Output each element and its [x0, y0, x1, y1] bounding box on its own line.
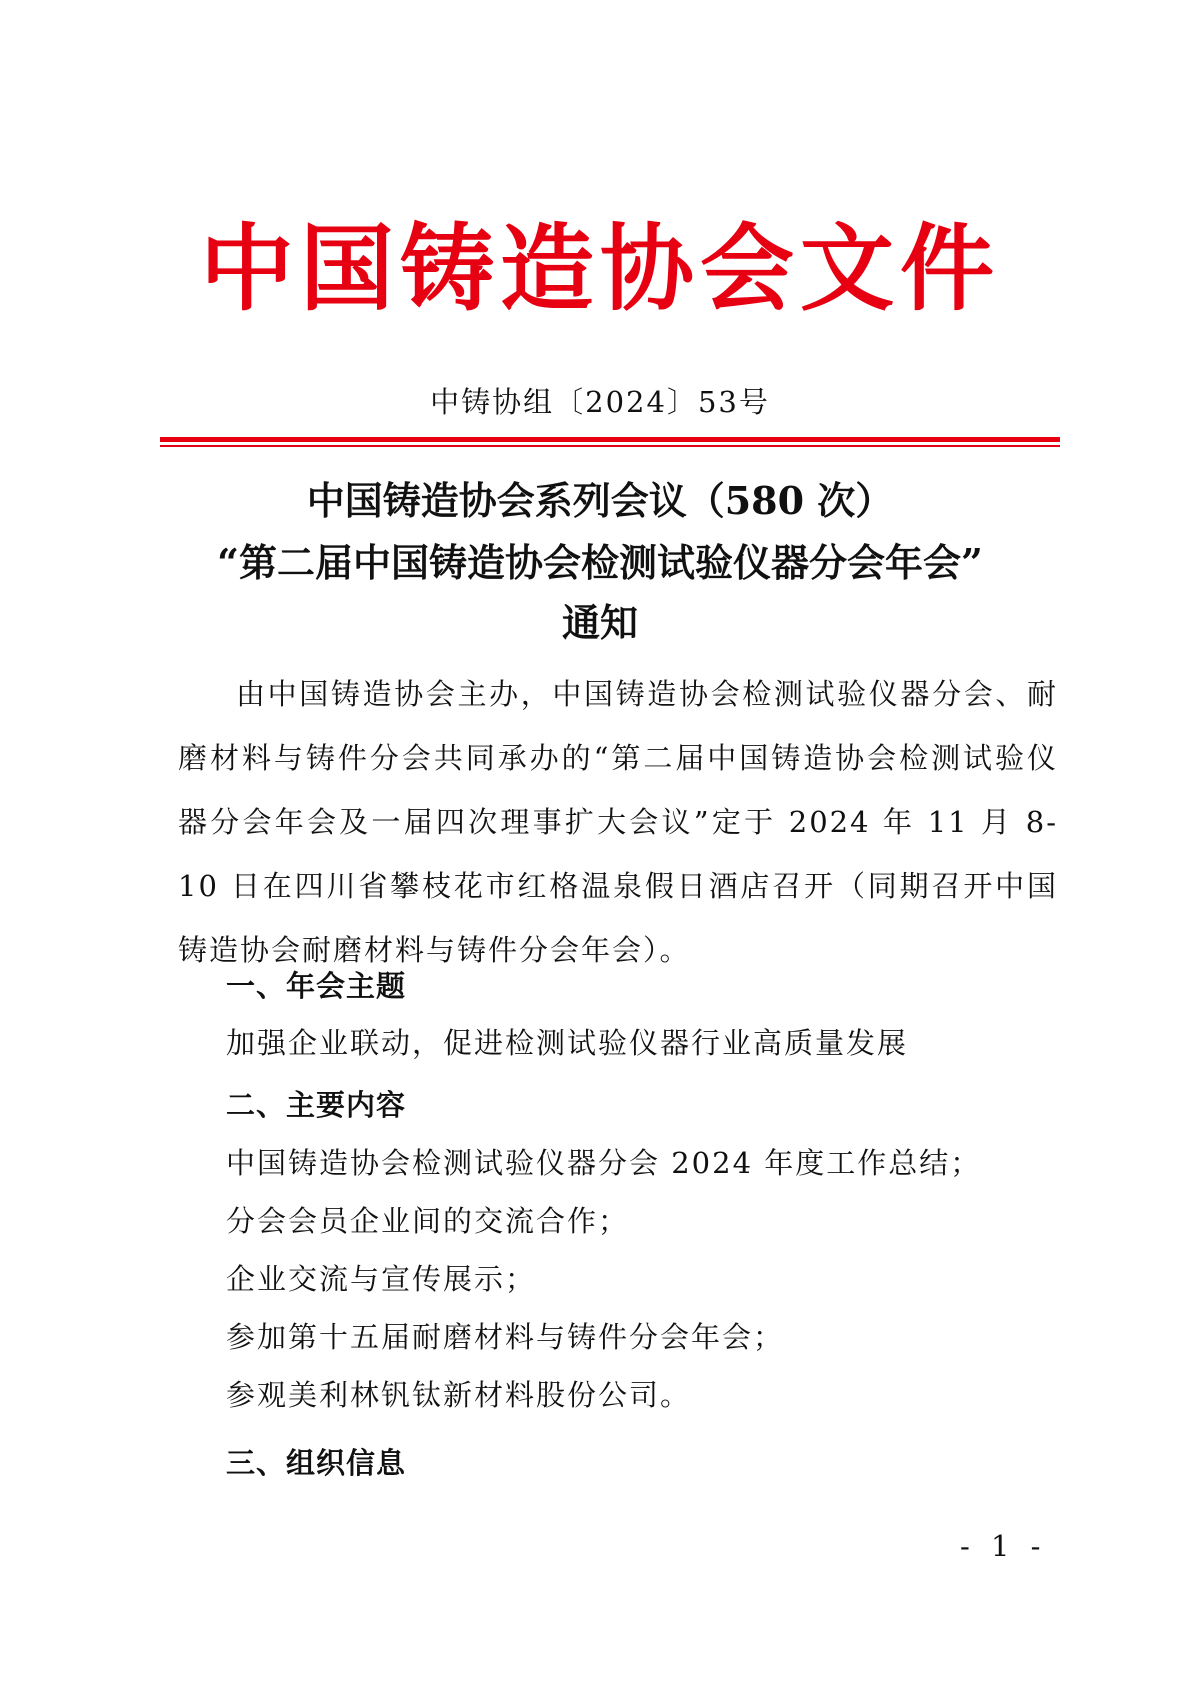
- content-item: 中国铸造协会检测试验仪器分会 2024 年度工作总结；: [226, 1146, 982, 1180]
- page-number: - 1 -: [960, 1529, 1047, 1563]
- masthead-title: 中国铸造协会文件: [199, 215, 1000, 324]
- content-item: 参加第十五届耐磨材料与铸件分会年会；: [226, 1320, 785, 1354]
- notice-title-line-2: “第二届中国铸造协会检测试验仪器分会年会”: [217, 540, 983, 585]
- section-heading-theme: 一、年会主题: [226, 969, 407, 1003]
- red-divider-thick: [160, 437, 1060, 442]
- content-item: 分会会员企业间的交流合作；: [226, 1204, 630, 1238]
- notice-title-line-3: 通知: [561, 600, 638, 645]
- theme-text: 加强企业联动，促进检测试验仪器行业高质量发展: [226, 1026, 909, 1060]
- document-number: 中铸协组〔2024〕53号: [430, 385, 770, 419]
- notice-title-line-1: 中国铸造协会系列会议（580 次）: [306, 478, 894, 523]
- red-divider-thin: [160, 445, 1060, 447]
- content-item: 参观美利林钒钛新材料股份公司。: [226, 1378, 692, 1412]
- content-item: 企业交流与宣传展示；: [226, 1262, 537, 1296]
- intro-section: [178, 662, 1058, 982]
- intro-paragraph: 由中国铸造协会主办，中国铸造协会检测试验仪器分会、耐磨材料与铸件分会共同承办的“第二届中国铸造协会检测试验仪器分会年会及一届四次理事扩大会议”定于 2024 年 11 月 8-10 日在四川省攀枝花市红格温泉假日酒店召开（同期召开中国铸造协会耐磨材料与铸件分会年会）。: [178, 677, 1058, 967]
- section-heading-organization: 三、组织信息: [226, 1446, 407, 1480]
- section-heading-content: 二、主要内容: [226, 1088, 407, 1122]
